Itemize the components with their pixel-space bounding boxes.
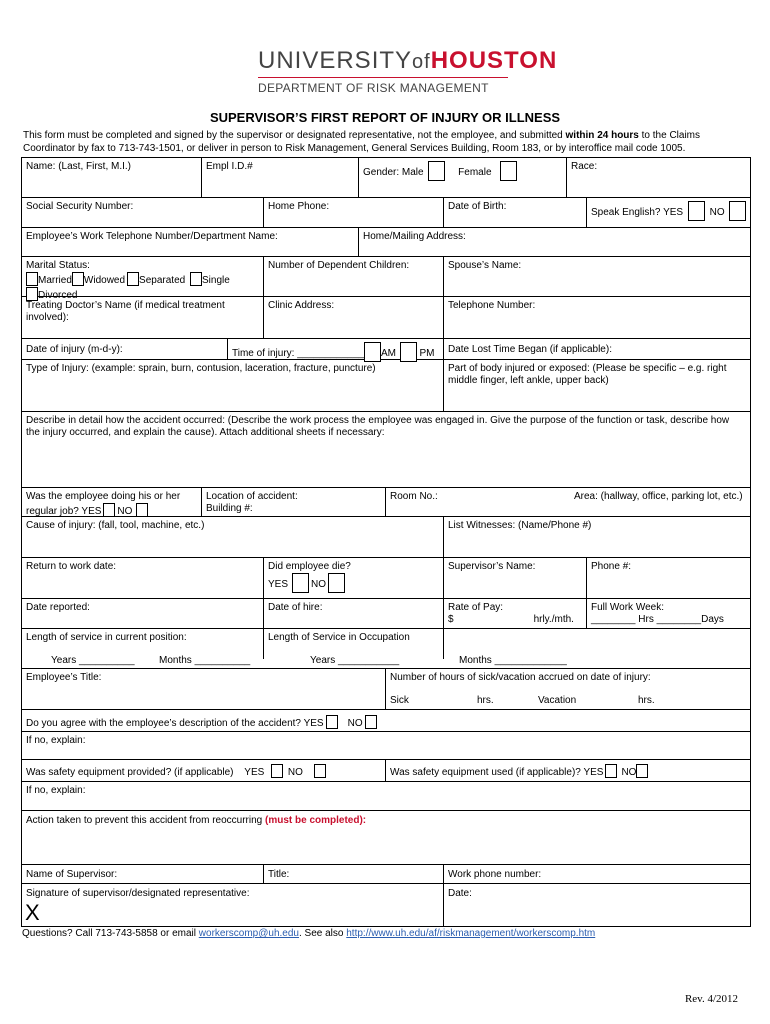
grid-line [750,157,751,927]
hrs-days-line: ________ Hrs ________Days [591,614,724,625]
form-instructions [23,130,753,155]
dob-field[interactable]: Date of Birth: [448,201,507,212]
university-logo [258,47,558,95]
divorced-label: Divorced [38,290,78,301]
separated-label: Separated [139,275,186,286]
full-work-week-field[interactable] [587,599,728,629]
safety-used-label: Was safety equipment used (if applicable)? YES [390,767,604,778]
employee-title-field[interactable]: Employee’s Title: [26,672,102,683]
widowed-checkbox[interactable] [72,272,84,286]
date-reported-field[interactable]: Date reported: [26,602,90,613]
supervisor-name-field[interactable]: Supervisor’s Name: [448,561,536,572]
grid-line [21,759,751,760]
workerscomp-url-link[interactable]: http://www.uh.edu/af/riskmanagement/workerscomp.htm [346,928,596,939]
area-field[interactable]: Area: (hallway, office, parking lot, etc.) [574,491,743,502]
regular-job-yes-label: regular job? YES [26,506,102,517]
safety-provided-label: Was safety equipment provided? (if applicable) [26,767,234,778]
separated-checkbox[interactable] [127,272,139,286]
logo-of: of [412,51,431,73]
footer-questions-text: Questions? Call 713-743-5858 or email [22,928,199,939]
died-no-checkbox[interactable] [328,573,345,593]
sick-hours[interactable]: hrs. [477,695,494,706]
am-label: AM [380,348,396,359]
body-part-field[interactable]: Part of body injured or exposed: (Please be specific – e.g. right middle finger, left ankle, upper back) [448,363,727,386]
supervisor-phone-field[interactable]: Phone #: [591,561,632,572]
signature-label: Signature of supervisor/designated representative: [26,888,250,899]
if-no-explain-agree-field[interactable]: If no, explain: [26,735,86,746]
safety-provided-no-label: NO [287,767,303,778]
gender-male-label: Gender: Male [363,167,424,178]
agree-yes-label: Do you agree with the employee’s description of the accident? YES [26,718,324,729]
return-to-work-field[interactable]: Return to work date: [26,561,117,572]
agree-no-checkbox[interactable] [365,715,377,729]
single-label: Single [201,275,230,286]
room-no-field[interactable]: Room No.: [390,491,438,502]
intro-text-2: to the Claims Coordinator by fax to 713-743-1501, or deliver in person to Risk Management, General Services Building, Room 183, or by interoffice mail code 1005. [23,130,701,154]
telephone-number-field[interactable]: Telephone Number: [448,300,536,311]
pm-label: PM [419,348,435,359]
location-label: Location of accident: [206,491,298,502]
must-be-completed-note: (must be completed): [265,815,367,826]
rate-of-pay-field[interactable] [444,599,578,629]
if-no-explain-safety-field[interactable]: If no, explain: [26,785,86,796]
length-position-field[interactable]: Length of service in current position: [26,632,187,643]
signature-x-mark[interactable]: X [25,900,40,925]
grid-line [21,557,751,558]
marital-status-label: Marital Status: [26,260,90,271]
married-checkbox[interactable] [26,272,38,286]
female-checkbox[interactable] [500,161,517,181]
email-link[interactable]: workerscomp@uh.edu [198,928,299,939]
grid-line [21,926,751,927]
male-checkbox[interactable] [428,161,445,181]
position-months[interactable]: Months __________ [159,655,251,666]
english-no-label: NO [709,207,725,218]
died-yes-checkbox[interactable] [292,573,309,593]
english-yes-checkbox[interactable] [688,201,705,221]
safety-provided-yes-checkbox[interactable] [271,764,283,778]
location-field[interactable] [202,488,302,518]
safety-used-no-label: NO [621,767,637,778]
dependents-field[interactable]: Number of Dependent Children: [268,260,410,271]
dollar-sign: $ [448,614,454,625]
single-checkbox[interactable] [190,272,202,286]
date-lost-time-field[interactable]: Date Lost Time Began (if applicable): [448,344,612,355]
grid-line [21,709,751,710]
regular-job-no-checkbox[interactable] [136,503,148,517]
grid-line [21,810,751,811]
grid-line [21,864,751,865]
agree-yes-checkbox[interactable] [326,715,338,729]
action-taken-label: Action taken to prevent this accident from reoccurring [26,815,266,826]
supervisor-title-field[interactable]: Title: [268,869,290,880]
ssn-field[interactable]: Social Security Number: [26,201,134,212]
form-title: SUPERVISOR’S FIRST REPORT OF INJURY OR ILLNESS [209,110,561,125]
work-phone-dept-field[interactable]: Employee’s Work Telephone Number/Department Name: [26,231,278,242]
time-of-injury-label: Time of injury: ____________ [232,348,364,359]
rate-of-pay-line [448,614,574,626]
home-address-field[interactable]: Home/Mailing Address: [363,231,466,242]
revision-label: Rev. 4/2012 [684,993,738,1005]
regular-job-no-label: NO [117,506,133,517]
date-of-injury-field[interactable]: Date of injury (m-d-y): [26,344,123,355]
speak-english-label: Speak English? YES [591,207,684,218]
gender-female-label: Female [458,167,492,178]
logo-department: DEPARTMENT OF RISK MANAGEMENT [258,81,489,95]
building-label: Building #: [206,503,253,514]
logo-rule [258,77,508,78]
pm-checkbox[interactable] [400,342,417,362]
safety-provided-field[interactable] [22,761,330,782]
intro-text: This form must be completed and signed by the supervisor or designated representative, not the employee, and submitted [23,130,566,141]
footer-see-also: . See also [298,928,347,939]
safety-used-no-checkbox[interactable] [636,764,648,778]
signature-date-field[interactable]: Date: [448,888,472,899]
intro-deadline: within 24 hours [565,130,639,141]
am-checkbox[interactable] [364,342,381,362]
cause-of-injury-field[interactable]: Cause of injury: (fall, tool, machine, etc.) [26,520,205,531]
logo-university: UNIVERSITY [258,47,413,74]
race-field[interactable]: Race: [571,161,598,172]
position-years[interactable]: Years __________ [51,655,135,666]
regular-job-label: Was the employee doing his or her [26,491,181,502]
died-yes-label: YES [268,579,289,590]
married-label: Married [38,275,72,286]
action-taken-field[interactable] [22,812,370,830]
agree-no-label: NO [347,718,363,729]
name-of-supervisor-field[interactable]: Name of Supervisor: [26,869,118,880]
grid-line [443,516,444,659]
employee-died-options [268,573,351,593]
speak-english-field[interactable] [587,198,750,224]
logo-houston: HOUSTON [430,47,558,74]
employee-died-label: Did employee die? [268,561,351,572]
safety-used-field[interactable] [386,761,652,782]
type-of-injury-field[interactable]: Type of Injury: (example: sprain, burn, contusion, laceration, fracture, puncture) [26,363,376,374]
died-no-label: NO [311,579,327,590]
date-of-hire-field[interactable]: Date of hire: [268,602,323,613]
widowed-label: Widowed [83,275,126,286]
vacation-label: Vacation [538,695,577,706]
hrly-mth-label: hrly./mth. [533,614,574,625]
name-field[interactable]: Name: (Last, First, M.I.) [26,161,132,172]
occupation-years[interactable]: Years ___________ [310,655,400,666]
witnesses-field[interactable]: List Witnesses: (Name/Phone #) [448,520,592,531]
hours-accrued-label: Number of hours of sick/vacation accrued on date of injury: [390,672,651,683]
grid-line [21,883,751,884]
safety-provided-yes-label: YES [244,767,265,778]
regular-job-yes-checkbox[interactable] [103,503,115,517]
length-occupation-field[interactable]: Length of Service in Occupation [268,632,410,643]
footer-questions [22,928,595,940]
safety-provided-no-checkbox[interactable] [314,764,326,778]
occupation-months[interactable]: Months _____________ [459,655,567,666]
rate-of-pay-label: Rate of Pay: [448,602,504,613]
english-no-checkbox[interactable] [729,201,746,221]
treating-doctor-field[interactable]: Treating Doctor’s Name (if medical treatment involved): [26,300,225,323]
clinic-address-field[interactable]: Clinic Address: [268,300,335,311]
vacation-hours[interactable]: hrs. [638,695,655,706]
gender-field[interactable] [359,158,521,184]
regular-job-options [26,503,180,518]
safety-used-yes-checkbox[interactable] [605,764,617,778]
accident-description-field[interactable]: Describe in detail how the accident occurred: (Describe the work process the employee was engaged in. Give the purpose of the function or task, describe how the injury occurred, and explain the cause). Attach additional sheets if necessary: [26,415,730,438]
empl-id-field[interactable]: Empl I.D.# [206,161,253,172]
marital-options-row [26,272,230,287]
logo-wordmark [258,47,558,75]
work-phone-number-field[interactable]: Work phone number: [448,869,542,880]
agree-description-field[interactable] [22,712,381,733]
spouse-name-field[interactable]: Spouse’s Name: [448,260,522,271]
home-phone-field[interactable]: Home Phone: [268,201,330,212]
sick-label: Sick [390,695,409,706]
employee-died-field[interactable] [264,558,355,596]
full-work-week-label: Full Work Week: [591,602,664,613]
